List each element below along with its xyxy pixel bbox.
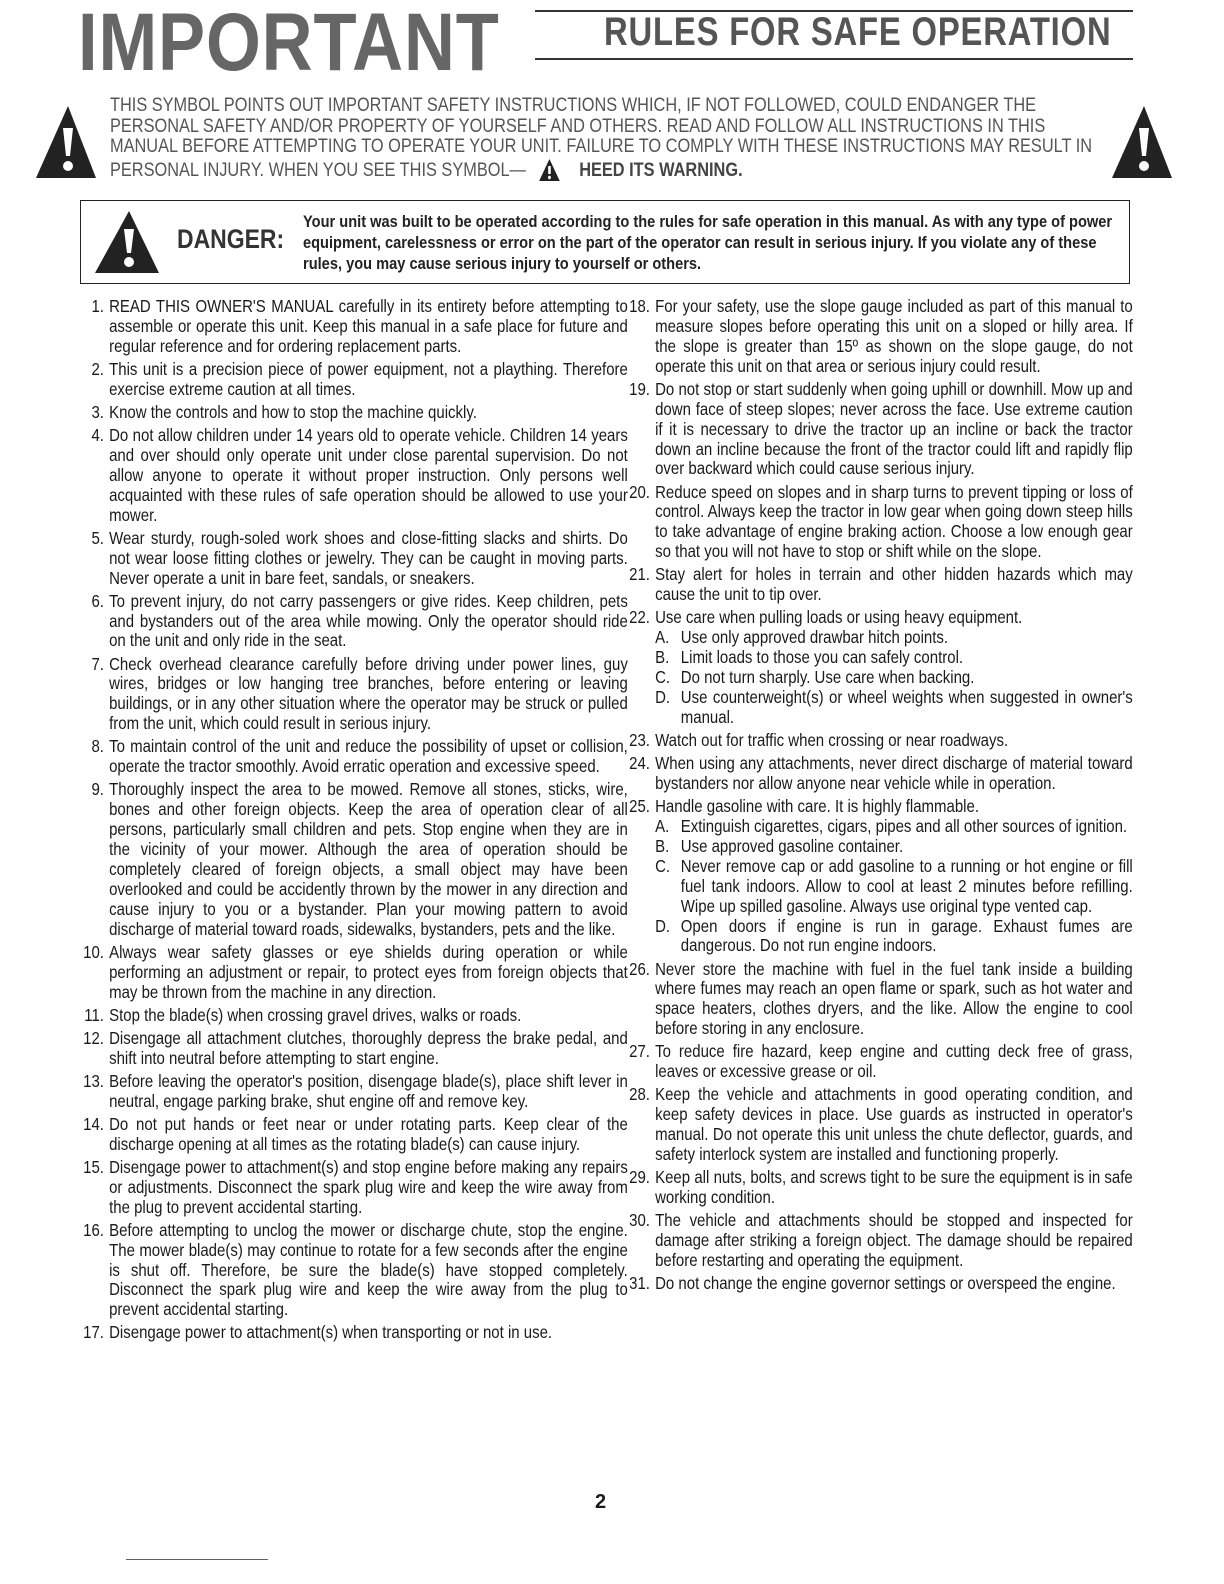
rule-number: 25. [629, 796, 650, 817]
page-number: 2 [595, 1491, 607, 1513]
rule-number: 30. [629, 1210, 650, 1231]
rules-column-left [80, 297, 628, 1347]
danger-text: Your unit was built to be operated according to the rules for safe operation in this manual. As with any type of power equipment, carelessness or error on the part of the operator can result in serious injury. If you violate any of these rules, you may cause serious injury to yourself or others. [303, 212, 1113, 273]
rule-text: Stop the blade(s) when crossing gravel drives, walks or roads. [109, 1004, 522, 1025]
rule-number: 13. [83, 1070, 104, 1091]
rule-item [626, 754, 1133, 794]
rule-number: 27. [629, 1041, 650, 1062]
rule-text: This unit is a precision piece of power equipment, not a plaything. Therefore exercise extreme caution at all times. [109, 358, 628, 399]
title-rule-bottom [535, 58, 1133, 60]
rule-item [80, 1115, 628, 1155]
rule-text: Before attempting to unclog the mower or discharge chute, stop the engine. The mower blade(s) may continue to rotate for a few seconds after the engine is shut off. Therefore, be sure the blade(s) have stopped completely. Disconnect the spark plug wire and keep the wire away from the plug to prevent accidental starting. [109, 1219, 628, 1320]
warning-triangle-icon [34, 104, 98, 180]
rule-text: Stay alert for holes in terrain and other hidden hazards which may cause the unit to tip over. [655, 564, 1133, 605]
rule-number: 19. [629, 378, 650, 399]
subitem-letter: B. [655, 835, 670, 856]
rule-item [80, 943, 628, 1003]
subitem-letter: C. [655, 855, 671, 876]
rule-text: Before leaving the operator's position, disengage blade(s), place shift lever in neutral, engage parking brake, shut engine off and remove key. [109, 1070, 628, 1111]
rule-number: 18. [629, 296, 650, 316]
rule-text: When using any attachments, never direct discharge of material toward bystanders nor allow anyone near vehicle while in operation. [655, 753, 1133, 793]
rule-subitem [655, 628, 1133, 648]
intro-text: THIS SYMBOL POINTS OUT IMPORTANT SAFETY INSTRUCTIONS WHICH, IF NOT FOLLOWED, COULD ENDANGER THE PERSONAL SAFETY AND/OR PROPERTY OF YOURSELF AND OTHERS. READ AND FOLLOW ALL INSTRUCTIONS IN THIS MANUAL BEFORE ATTEMPTING TO OPERATE YOUR UNIT. FAILURE TO COMPLY WITH THESE INSTRUCTIONS MAY RESULT IN PERSONAL INJURY. WHEN YOU SEE THIS SYMBOL— [110, 95, 1093, 181]
rule-text: Wear sturdy, rough-soled work shoes and close-fitting slacks and shirts. Do not wear loose fitting clothes or jewelry. They can be caught in moving parts. Never operate a unit in bare feet, sandals, or sneakers. [109, 527, 628, 588]
rule-number: 10. [83, 941, 104, 962]
rule-text: Disengage all attachment clutches, thoroughly depress the brake pedal, and shift into neutral before attempting to start engine. [109, 1027, 628, 1068]
rule-number: 31. [629, 1273, 650, 1294]
rule-text: To prevent injury, do not carry passengers or give rides. Keep children, pets and bystanders out of the area while mowing. Only the operator should ride on the unit and only ride in the seat. [109, 590, 628, 651]
rule-text: Disengage power to attachment(s) when transporting or not in use. [109, 1322, 553, 1343]
rule-item [626, 960, 1133, 1040]
rule-item [80, 655, 628, 735]
rule-text: Disengage power to attachment(s) and stop engine before making any repairs or adjustments. Disconnect the spark plug wire and keep the wire away from the plug to prevent accidental starting. [109, 1156, 628, 1217]
rule-item [626, 608, 1133, 727]
rule-item [80, 1158, 628, 1218]
warning-triangle-icon [538, 158, 560, 182]
rule-text: Keep the vehicle and attachments in good operating condition, and keep safety devices in place. Use guards as instructed in operator's manual. Do not operate this unit unless the chute deflector, guards, and safety interlock system are installed and functioning properly. [655, 1084, 1133, 1165]
rule-number: 16. [83, 1219, 104, 1240]
rule-number: 12. [83, 1027, 104, 1048]
rules-column-right [626, 297, 1132, 1297]
rule-item [80, 1072, 628, 1112]
rule-text: Thoroughly inspect the area to be mowed. Remove all stones, sticks, wire, bones and other foreign objects. Keep the area of operation clear of all persons, particularly small children and pets. Stop engine when they are in the vicinity of your mower. Although the area of operation should be completely cleared of foreign objects, a small object may have been overlooked and could be accidently thrown by the mower in any direction and cause injury to you or a bystander. Plan your mowing pattern to avoid discharge of material toward roads, sidewalks, bystanders, pets and the like. [109, 779, 628, 939]
rule-number: 7. [91, 653, 104, 674]
rule-text: Watch out for traffic when crossing or near roadways. [655, 729, 1009, 750]
rule-item [80, 1006, 628, 1026]
intro-paragraph [110, 96, 1108, 182]
rule-text: Never store the machine with fuel in the fuel tank inside a building where fumes may reach an open flame or spark, such as hot water and space heaters, clothes dryers, and the like. Allow the engine to cool before storing in any enclosure. [655, 958, 1133, 1039]
footer-underline [126, 1559, 268, 1560]
danger-box [80, 200, 1130, 284]
rule-item [80, 529, 628, 589]
rule-item [80, 403, 628, 423]
rule-number: 26. [629, 958, 650, 979]
rule-number: 15. [83, 1156, 104, 1177]
rule-item [80, 426, 628, 526]
rule-item [80, 1221, 628, 1321]
rule-item [626, 1211, 1133, 1271]
rule-subitem [655, 817, 1133, 837]
section-title: RULES FOR SAFE OPERATION [604, 10, 1112, 54]
rule-item [626, 1274, 1133, 1294]
rule-item [626, 797, 1133, 956]
rule-text: Do not put hands or feet near or under rotating parts. Keep clear of the discharge opening at all times as the rotating blade(s) can cause injury. [109, 1113, 628, 1154]
rule-text: Check overhead clearance carefully before driving under power lines, guy wires, bridges or low hanging tree branches, before entering or leaving buildings, or in any other situation where the operator may be struck or pulled from the unit, which could result in serious injury. [109, 653, 628, 734]
rule-item [626, 1168, 1133, 1208]
subitem-letter: A. [655, 815, 670, 836]
rule-item [626, 483, 1133, 563]
rule-number: 3. [91, 401, 104, 422]
subitem-letter: C. [655, 667, 671, 688]
rule-item [80, 780, 628, 939]
subitem-text: Do not turn sharply. Use care when backing. [680, 667, 975, 688]
subitem-text: Use only approved drawbar hitch points. [680, 627, 949, 648]
rule-text: Handle gasoline with care. It is highly flammable. [655, 796, 980, 817]
headline: IMPORTANT [78, 0, 500, 88]
rule-item [80, 1323, 628, 1343]
subitem-text: Never remove cap or add gasoline to a running or hot engine or fill fuel tank indoors. Allow to cool at least 2 minutes before refilling. Wipe up spilled gasoline. Always use original type vented cap. [680, 855, 1133, 916]
heed-warning-text: HEED ITS WARNING. [579, 159, 743, 181]
rule-subitem [655, 857, 1133, 917]
warning-triangle-icon [1110, 104, 1174, 180]
rule-item [80, 737, 628, 777]
rule-number: 28. [629, 1084, 650, 1105]
rule-number: 11. [84, 1004, 104, 1025]
subitem-letter: B. [655, 647, 670, 668]
rule-subitem [655, 648, 1133, 668]
rule-text: Use care when pulling loads or using heavy equipment. [655, 607, 1023, 628]
rule-text: Keep all nuts, bolts, and screws tight to be sure the equipment is in safe working condition. [655, 1167, 1133, 1208]
subitem-text: Limit loads to those you can safely control. [680, 647, 964, 668]
subitem-letter: D. [655, 686, 671, 707]
subitem-text: Extinguish cigarettes, cigars, pipes and all other sources of ignition. [680, 815, 1128, 836]
rule-text: To maintain control of the unit and reduce the possibility of upset or collision, operate the tractor smoothly. Avoid erratic operation and excessive speed. [109, 736, 628, 777]
rule-text: READ THIS OWNER'S MANUAL carefully in its entirety before attempting to assemble or operate this unit. Keep this manual in a safe place for future and regular reference and for ordering replacement parts. [109, 296, 628, 356]
rule-text: Know the controls and how to stop the machine quickly. [109, 401, 477, 422]
rule-subitem [655, 688, 1133, 728]
rule-number: 21. [629, 564, 650, 585]
rule-item [80, 297, 628, 357]
rule-item [80, 360, 628, 400]
rule-number: 17. [83, 1322, 104, 1343]
rule-number: 14. [83, 1113, 104, 1134]
rule-subitem [655, 917, 1133, 957]
rule-number: 9. [91, 779, 104, 800]
danger-label: DANGER: [177, 224, 285, 254]
rule-item [626, 297, 1133, 377]
rule-text: Do not stop or start suddenly when going uphill or downhill. Mow up and down face of steep slopes; never across the face. Use extreme caution if it is necessary to drive the tractor up an incline or back the tractor down an incline because the front of the tractor could lift and rapidly flip over backward which could cause serious injury. [655, 378, 1133, 479]
rule-number: 5. [91, 527, 104, 548]
rule-text: Do not change the engine governor settings or overspeed the engine. [655, 1273, 1116, 1294]
warning-triangle-icon [91, 209, 161, 275]
rule-item [80, 1029, 628, 1069]
rule-number: 29. [629, 1167, 650, 1188]
rule-item [626, 1085, 1133, 1165]
subitem-letter: D. [655, 915, 671, 936]
rule-item [626, 1042, 1133, 1082]
rule-text: Do not allow children under 14 years old to operate vehicle. Children 14 years and over should only operate unit under close parental supervision. Do not allow anyone to operate it without proper instruction. Only persons well acquainted with these rules of safe operation should be allowed to use your mower. [109, 425, 628, 525]
rule-number: 4. [91, 425, 104, 445]
subitem-letter: A. [655, 627, 670, 648]
rule-number: 22. [629, 607, 650, 628]
rule-item [80, 592, 628, 652]
rule-number: 8. [91, 736, 104, 757]
rule-text: Always wear safety glasses or eye shields during operation or while performing an adjustment or repair, to protect eyes from foreign objects that may be thrown from the machine in any direction. [109, 941, 628, 1002]
rule-item [626, 565, 1133, 605]
rule-number: 20. [629, 481, 650, 502]
rule-number: 1. [91, 296, 104, 316]
rule-number: 6. [91, 590, 104, 611]
rule-number: 24. [629, 753, 650, 774]
subitem-text: Open doors if engine is run in garage. Exhaust fumes are dangerous. Do not run engine indoors. [680, 915, 1133, 956]
subitem-text: Use approved gasoline container. [680, 835, 904, 856]
rule-number: 23. [629, 729, 650, 750]
rule-text: Reduce speed on slopes and in sharp turns to prevent tipping or loss of control. Always keep the tractor in low gear when going down steep hills to take advantage of engine braking action. Choose a low enough gear so that you will not have to stop or shift while on the slope. [655, 481, 1133, 562]
rule-item [626, 731, 1133, 751]
rule-item [626, 380, 1133, 480]
rule-number: 2. [91, 358, 104, 379]
rule-text: The vehicle and attachments should be stopped and inspected for damage after striking a foreign object. The damage should be repaired before restarting and operating the equipment. [655, 1210, 1133, 1270]
rule-text: To reduce fire hazard, keep engine and cutting deck free of grass, leaves or excessive grease or oil. [655, 1041, 1133, 1082]
rule-text: For your safety, use the slope gauge included as part of this manual to measure slopes before operating this unit on a sloped or hilly area. If the slope is greater than 15º as shown on the slope gauge, do not operate this unit on that area or serious injury could result. [655, 296, 1133, 376]
rule-subitem [655, 837, 1133, 857]
rule-subitem [655, 668, 1133, 688]
subitem-text: Use counterweight(s) or wheel weights when suggested in owner's manual. [680, 686, 1133, 727]
